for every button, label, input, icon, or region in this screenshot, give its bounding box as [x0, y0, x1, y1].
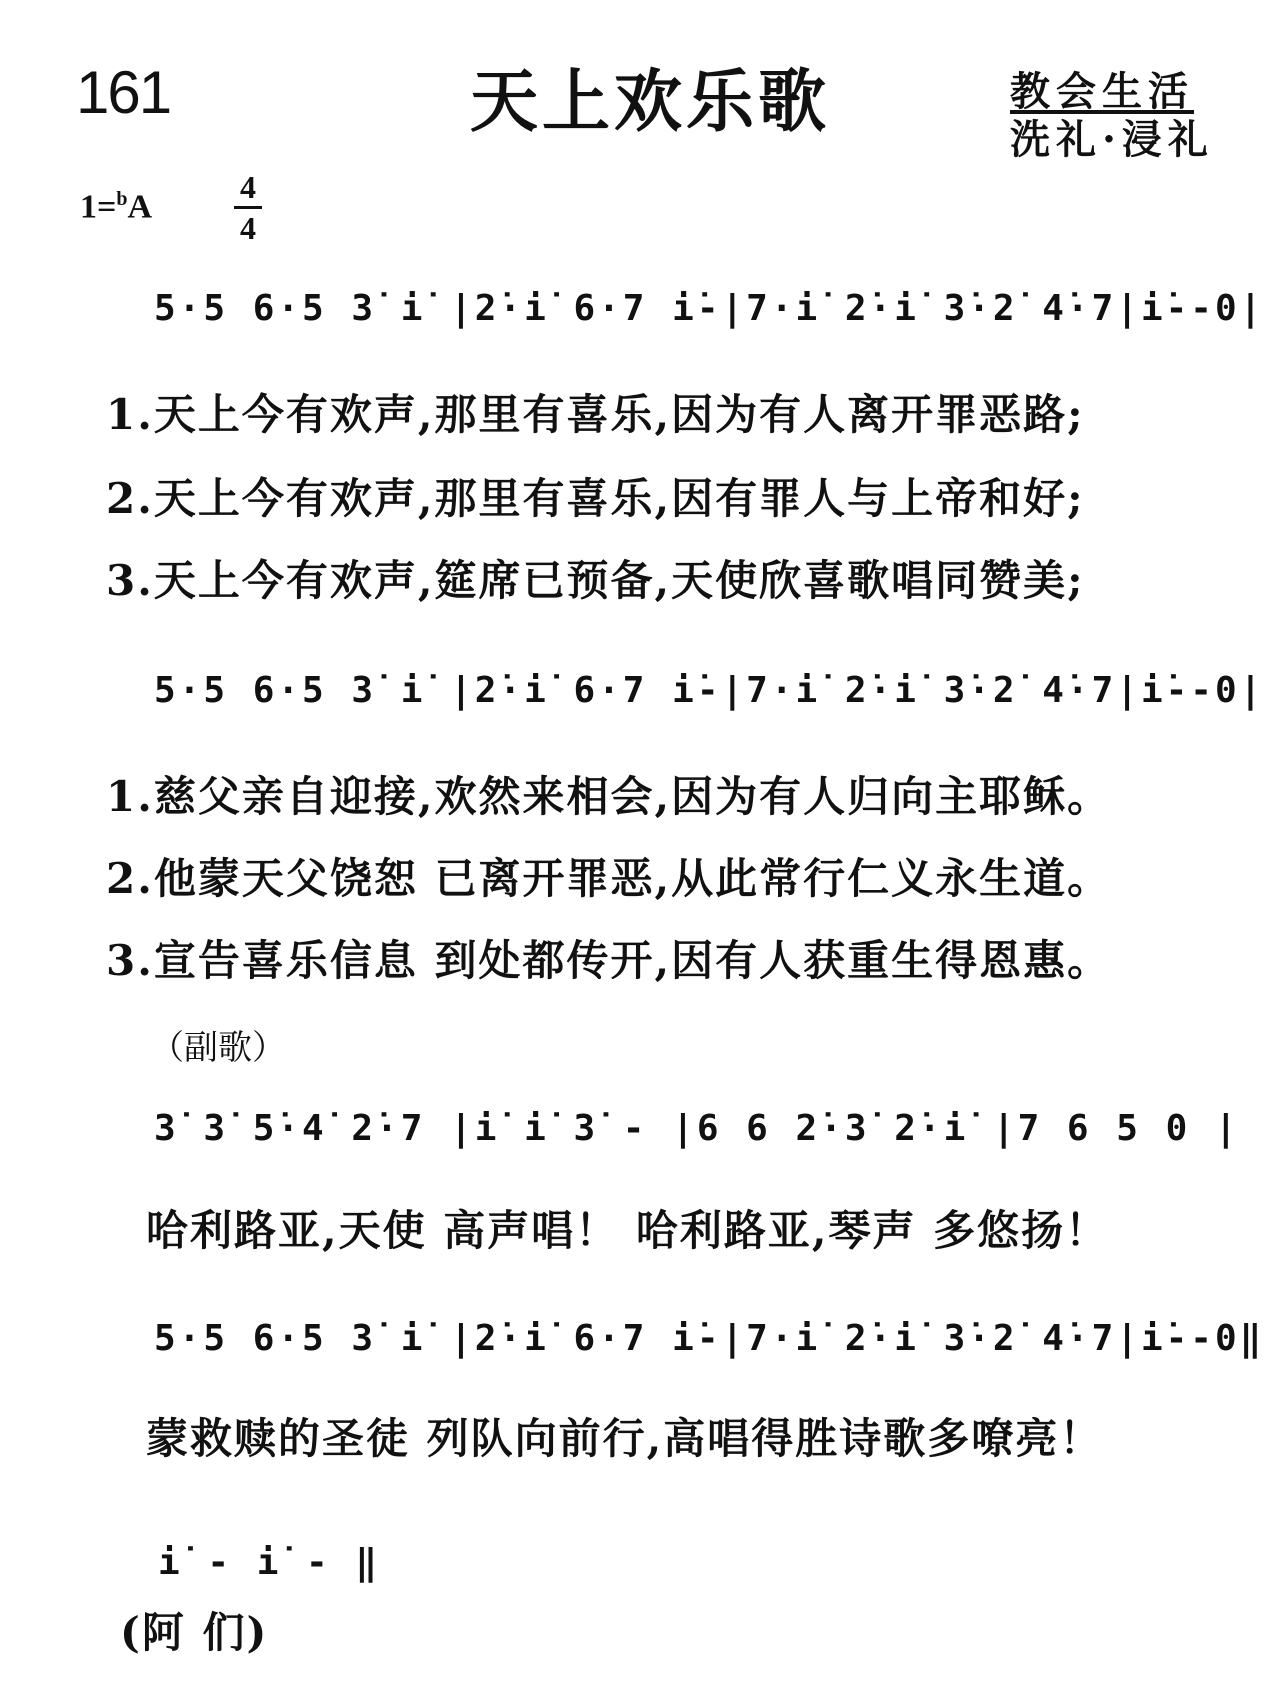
category-secondary: 洗礼·浸礼 — [1010, 116, 1214, 163]
lyric-chorus-2: 蒙救赎的圣徒 列队向前行,高唱得胜诗歌多嘹亮！ — [146, 1414, 1104, 1463]
key-signature — [80, 188, 152, 226]
key-label: 1= — [80, 188, 117, 226]
notation-line-3: 3̇ 3̇ 5̇·4̇ 2̇·7 |i̇ i̇ 3̇ - |6 6 2̇·3̇ 2̇·i̇ |7 6 5 0 | — [154, 1108, 1240, 1149]
time-signature-bottom: 4 — [240, 210, 256, 246]
lyric-verse-1b: 1.慈父亲自迎接,欢然来相会,因为有人归向主耶稣。 — [106, 772, 1112, 821]
notation-line-4: 5·5 6·5 3̇ i̇ |2̇·i̇ 6·7 i̇-|7·i̇ 2̇·i̇ 3̇·2̇ 4̇·7|i̇--0‖ — [154, 1318, 1265, 1359]
chorus-label: （副歌） — [150, 1028, 286, 1068]
time-signature-top: 4 — [240, 169, 256, 205]
category-primary: 教会生活 — [1010, 68, 1194, 115]
flat-sign: b — [116, 188, 128, 210]
lyric-verse-3b: 3.宣告喜乐信息 到处都传开,因有人获重生得恩惠。 — [106, 936, 1112, 985]
time-signature — [232, 168, 264, 247]
lyric-chorus-1: 哈利路亚,天使 高声唱！ 哈利路亚,琴声 多悠扬！ — [146, 1206, 1110, 1255]
lyric-verse-2b: 2.他蒙天父饶恕 已离开罪恶,从此常行仁义永生道。 — [106, 854, 1112, 903]
lyric-amen: (阿 们) — [120, 1608, 269, 1657]
notation-line-2: 5·5 6·5 3̇ i̇ |2̇·i̇ 6·7 i̇-|7·i̇ 2̇·i̇ 3̇·2̇ 4̇·7|i̇--0| — [154, 670, 1265, 711]
notation-line-1: 5·5 6·5 3̇ i̇ |2̇·i̇ 6·7 i̇-|7·i̇ 2̇·i̇ 3̇·2̇ 4̇·7|i̇--0| — [154, 288, 1265, 329]
lyric-verse-3a: 3.天上今有欢声,筵席已预备,天使欣喜歌唱同赞美; — [106, 556, 1085, 605]
hymn-number: 161 — [76, 59, 171, 126]
key-note: A — [127, 188, 153, 226]
page-title: 天上欢乐歌 — [470, 62, 831, 142]
lyric-verse-2a: 2.天上今有欢声,那里有喜乐,因有罪人与上帝和好; — [106, 474, 1085, 523]
notation-amen: i̇ - i̇ - ‖ — [158, 1542, 381, 1583]
lyric-verse-1a: 1.天上今有欢声,那里有喜乐,因为有人离开罪恶路; — [106, 390, 1085, 439]
